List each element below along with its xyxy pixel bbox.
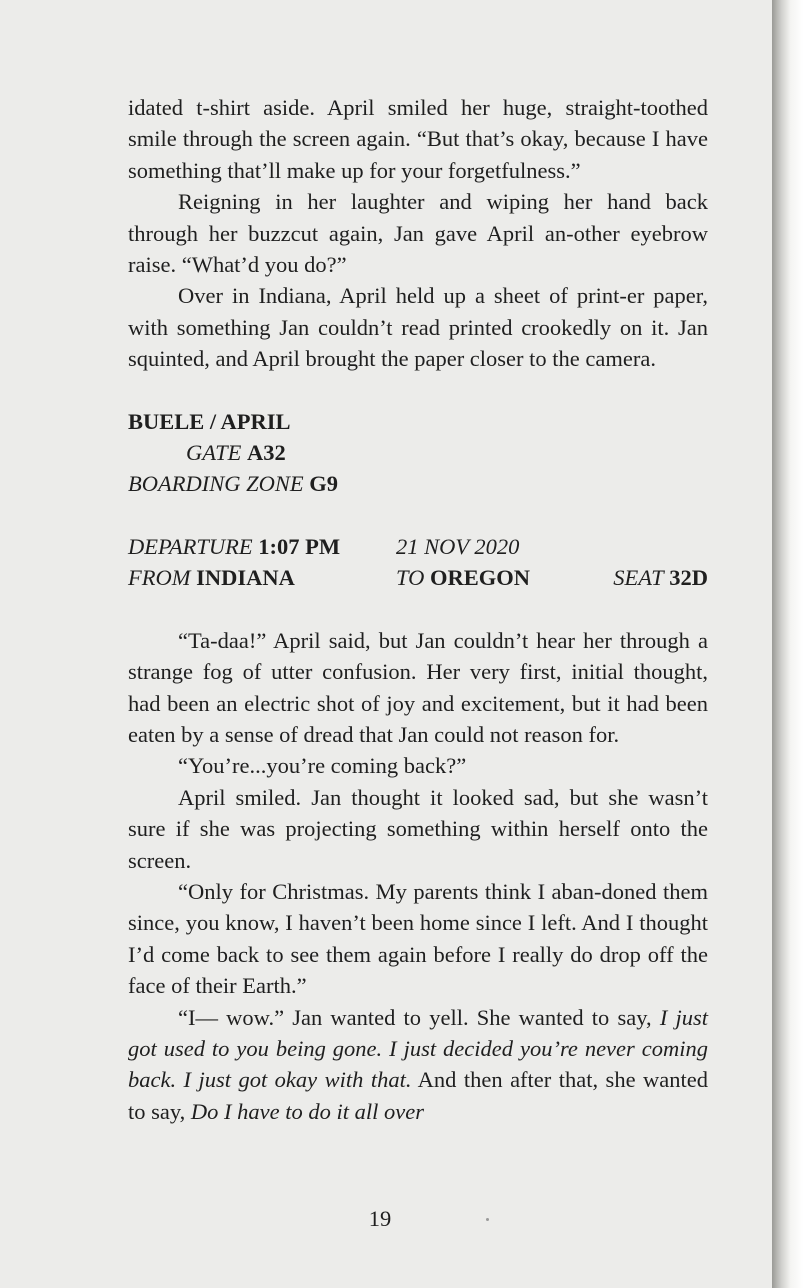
paragraph-5: “You’re...you’re coming back?” bbox=[178, 753, 467, 779]
ticket-gate-row bbox=[128, 437, 708, 468]
paragraph-4: “Ta-daa!” April said, but Jan couldn’t hear her through a strange fog of utter confusion. Her very first, initial thought, had been an electric shot of joy and excitement, but it had been eaten by a sense of dread that Jan could not reason for. bbox=[128, 627, 708, 747]
paragraph-1: idated t-shirt aside. April smiled her huge, straight-toothed smile through the screen again. “But that’s okay, because I have something that’ll make up for your forgetfulness.” bbox=[128, 95, 708, 183]
ticket-departure-row bbox=[128, 531, 708, 562]
print-speck bbox=[486, 1218, 489, 1221]
zone-label: BOARDING ZONE bbox=[128, 471, 304, 497]
ticket-route-row bbox=[128, 562, 708, 593]
ticket-name-row bbox=[128, 406, 708, 437]
paragraph-8-italic1: I just got used to you being gone. I just decided you’re never coming back. I just got okay with that. bbox=[128, 1004, 708, 1093]
paragraph-2: Reigning in her laughter and wiping her hand back through her buzzcut again, Jan gave April an-other eyebrow raise. “What’d you do?” bbox=[128, 189, 708, 278]
gate-label: GATE bbox=[186, 440, 242, 466]
departure-date: 21 NOV 2020 bbox=[396, 533, 520, 559]
zone-value: G9 bbox=[309, 471, 339, 497]
ticket-zone-row bbox=[128, 468, 708, 499]
seat-label: SEAT bbox=[613, 565, 664, 591]
text-column bbox=[128, 92, 708, 1127]
page-number: 19 bbox=[368, 1206, 392, 1231]
paragraph-8-part2: And then after that, she wanted to say, bbox=[128, 1067, 708, 1124]
book-spine-shadow bbox=[772, 0, 803, 1288]
departure-value: 1:07 PM bbox=[258, 533, 341, 559]
from-label: FROM bbox=[128, 565, 191, 591]
from-value: INDIANA bbox=[196, 565, 295, 591]
paragraph-6: April smiled. Jan thought it looked sad, but she wasn’t sure if she was projecting something within herself onto the screen. bbox=[128, 784, 708, 873]
paragraph-7: “Only for Christmas. My parents think I aban-doned them since, you know, I haven’t been home since I left. And I thought I’d come back to see them again before I really do drop off the face of their Earth.” bbox=[128, 878, 708, 999]
boarding-pass bbox=[128, 406, 708, 594]
seat-value: 32D bbox=[669, 565, 708, 591]
to-label: TO bbox=[396, 565, 425, 591]
to-value: OREGON bbox=[429, 565, 530, 591]
paragraph-3: Over in Indiana, April held up a sheet of print-er paper, with something Jan couldn’t read printed crookedly on it. Jan squinted, and April brought the paper closer to the camera. bbox=[128, 283, 708, 372]
paragraph-8-italic2: Do I have to do it all over bbox=[190, 1098, 424, 1124]
departure-label: DEPARTURE bbox=[128, 533, 253, 559]
gate-value: A32 bbox=[247, 440, 286, 466]
paragraph-8-part1: “I— wow.” Jan wanted to yell. She wanted to say, bbox=[178, 1004, 652, 1030]
paragraph-8 bbox=[128, 1002, 708, 1128]
passenger-name: BUELE / APRIL bbox=[128, 408, 291, 434]
